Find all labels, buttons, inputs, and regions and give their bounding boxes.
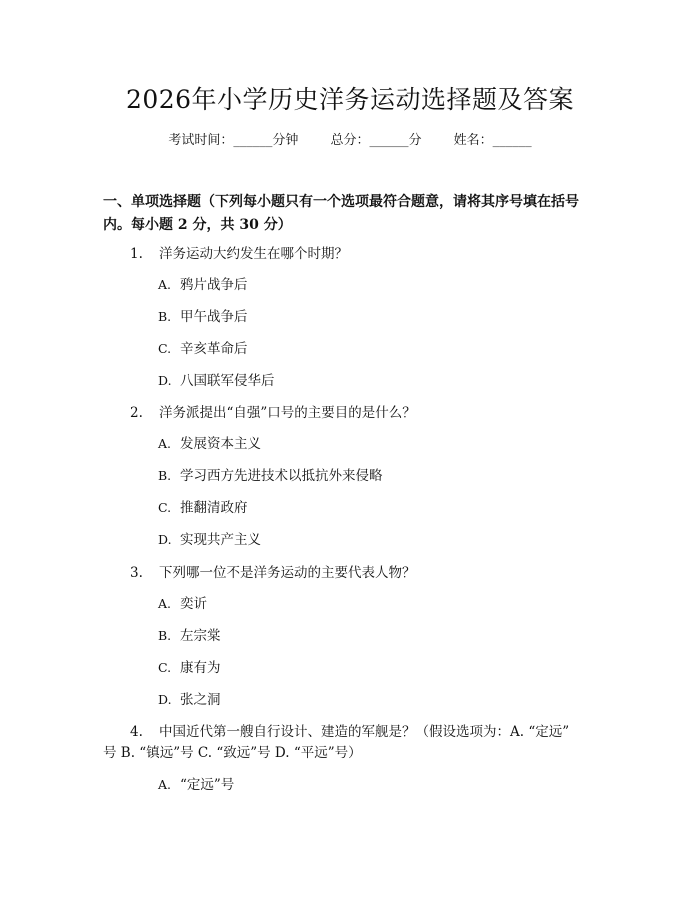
question-text: 洋务运动大约发生在哪个时期？ xyxy=(159,246,348,262)
option-text: 推翻清政府 xyxy=(180,500,248,516)
option-letter: D. xyxy=(158,532,172,547)
option-2d xyxy=(158,530,261,550)
name-field: 姓名：______ xyxy=(453,133,532,148)
option-letter: A. xyxy=(158,436,172,451)
option-text: “定远”号 xyxy=(180,777,235,793)
option-text: 鸦片战争后 xyxy=(180,277,248,293)
question-text-line1: 中国近代第一艘自行设计、建造的军舰是？（假设选项为：A. “定远” xyxy=(159,724,570,740)
page-title: 2026年小学历史洋务运动选择题及答案 xyxy=(125,85,575,114)
option-3d xyxy=(158,690,221,710)
exam-meta xyxy=(0,131,700,151)
option-2c xyxy=(158,498,248,518)
question-number: 1. xyxy=(130,246,143,262)
question-text-line2: 号 B. “镇远”号 C. “致远”号 D. “平远”号） xyxy=(103,745,362,761)
option-letter: B. xyxy=(158,628,172,643)
option-text: 左宗棠 xyxy=(180,628,221,644)
option-2a xyxy=(158,434,261,454)
option-text: 张之洞 xyxy=(180,692,221,708)
option-3a xyxy=(158,594,207,614)
option-text: 辛亥革命后 xyxy=(180,341,248,357)
total-score-field: 总分：______分 xyxy=(330,133,422,148)
option-3b xyxy=(158,626,221,646)
option-text: 学习西方先进技术以抵抗外来侵略 xyxy=(180,468,383,484)
option-text: 奕䜣 xyxy=(180,596,207,612)
option-text: 八国联军侵华后 xyxy=(180,373,275,389)
option-1d xyxy=(158,371,275,391)
option-1a xyxy=(158,275,248,295)
option-1c xyxy=(158,339,248,359)
question-text: 洋务派提出“自强”口号的主要目的是什么？ xyxy=(159,405,416,421)
option-letter: B. xyxy=(158,309,172,324)
option-4a xyxy=(158,775,234,795)
question-number: 4. xyxy=(130,724,143,740)
option-letter: B. xyxy=(158,468,172,483)
question-text: 下列哪一位不是洋务运动的主要代表人物？ xyxy=(159,565,416,581)
option-3c xyxy=(158,658,221,678)
option-letter: C. xyxy=(158,660,172,675)
option-2b xyxy=(158,466,383,486)
option-text: 甲午战争后 xyxy=(180,309,248,325)
option-text: 康有为 xyxy=(180,660,221,676)
option-letter: D. xyxy=(158,373,172,388)
option-letter: A. xyxy=(158,596,172,611)
option-text: 发展资本主义 xyxy=(180,436,261,452)
option-text: 实现共产主义 xyxy=(180,532,261,548)
question-number: 2. xyxy=(130,405,143,421)
option-letter: A. xyxy=(158,277,172,292)
option-letter: A. xyxy=(158,777,172,792)
option-letter: C. xyxy=(158,500,172,515)
option-1b xyxy=(158,307,248,327)
exam-time-field: 考试时间：______分钟 xyxy=(168,133,299,148)
section-heading: 一、单项选择题（下列每小题只有一个选项最符合题意，请将其序号填在括号内。每小题 2 分，共 30 分） xyxy=(103,194,579,233)
question-number: 3. xyxy=(130,565,143,581)
option-letter: D. xyxy=(158,692,172,707)
option-letter: C. xyxy=(158,341,172,356)
